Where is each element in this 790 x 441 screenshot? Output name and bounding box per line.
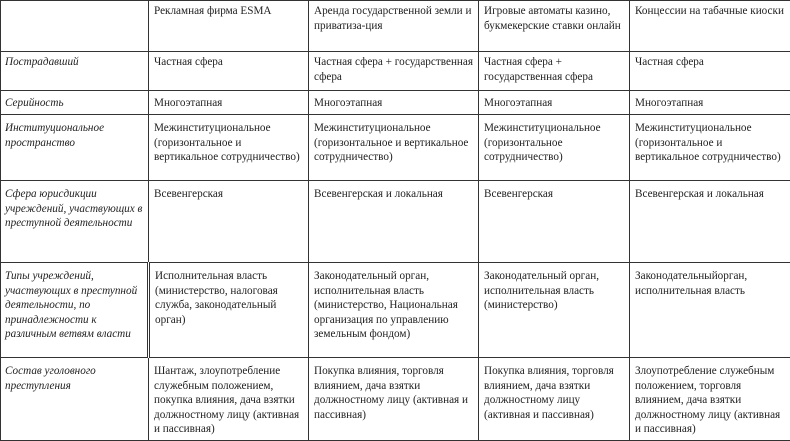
table-cell: Многоэтапная [479, 91, 630, 115]
table-cell: Злоупотребление служебным положением, торговля влиянием, дача взятки должностному лицу (активная и пассивная) [630, 358, 790, 441]
table-row-victim [1, 52, 790, 91]
column-header-land-lease: Аренда государственной земли и приватиза-ция [309, 1, 479, 52]
table-cell: Частная сфера [149, 52, 309, 91]
table-cell: Всевенгерская и локальная [630, 181, 790, 263]
table-cell: Всевенгерская [149, 181, 309, 263]
table-row-institution-types [1, 263, 790, 358]
table-cell: Многоэтапная [630, 91, 790, 115]
table-row-jurisdiction [1, 181, 790, 263]
table-cell: Исполнительная власть (министерство, налоговая служба, законодательный орган) [149, 263, 309, 358]
corner-cell [1, 1, 149, 52]
table-cell: Частная сфера + государственная сфера [309, 52, 479, 91]
table-cell: Покупка влияния, торговля влиянием, дача взятки должностному лицу (активная и пассивная) [309, 358, 479, 441]
table-cell: Шантаж, злоупотребление служебным положением, покупка влияния, дача взятки должностному лицу (активная и пассивная) [149, 358, 309, 441]
column-header-casino: Игровые автоматы казино, букмекерские ставки онлайн [479, 1, 630, 52]
table-cell: Межинституциональное (горизонтальное и вертикальное сотрудничество) [149, 115, 309, 181]
row-label: Сфера юрисдикции учреждений, участвующих в преступной деятельности [1, 181, 149, 263]
table-row-institutional-space [1, 115, 790, 181]
table-cell: Законодательныйорган, исполнительная власть [630, 263, 790, 358]
table-cell: Многоэтапная [149, 91, 309, 115]
table-cell: Законодательный орган, исполнительная власть (министерство, Национальная организация по управлению земельным фондом) [309, 263, 479, 358]
table-cell: Межинституциональное (горизонтальное сотрудничество) [479, 115, 630, 181]
header-row [1, 1, 790, 52]
row-label: Институциональное пространство [1, 115, 149, 181]
table-cell: Межинституциональное (горизонтальное и вертикальное сотрудничество) [309, 115, 479, 181]
column-header-esma: Рекламная фирма ESMA [149, 1, 309, 52]
table-cell: Частная сфера [630, 52, 790, 91]
table-cell: Многоэтапная [309, 91, 479, 115]
table-cell: Всевенгерская [479, 181, 630, 263]
table-cell: Покупка влияния, торговля влиянием, дача взятки должностному лицу (активная и пассивная) [479, 358, 630, 441]
table-cell: Межинституциональное (горизонтальное и вертикальное сотрудничество) [630, 115, 790, 181]
table-cell: Всевенгерская и локальная [309, 181, 479, 263]
table-cell: Частная сфера + государственная сфера [479, 52, 630, 91]
table-cell: Законодательный орган, исполнительная власть (министерство) [479, 263, 630, 358]
column-header-tobacco: Концессии на табачные киоски [630, 1, 790, 52]
row-label: Состав уголовного преступления [1, 358, 149, 441]
row-label: Пострадавший [1, 52, 149, 91]
table-row-criminal-offense [1, 358, 790, 441]
row-label: Типы учреждений, участвующих в преступной деятельности, по принадлежности к различным ветвям власти [1, 263, 149, 358]
row-label: Серийность [1, 91, 149, 115]
table-row-seriality [1, 91, 790, 115]
